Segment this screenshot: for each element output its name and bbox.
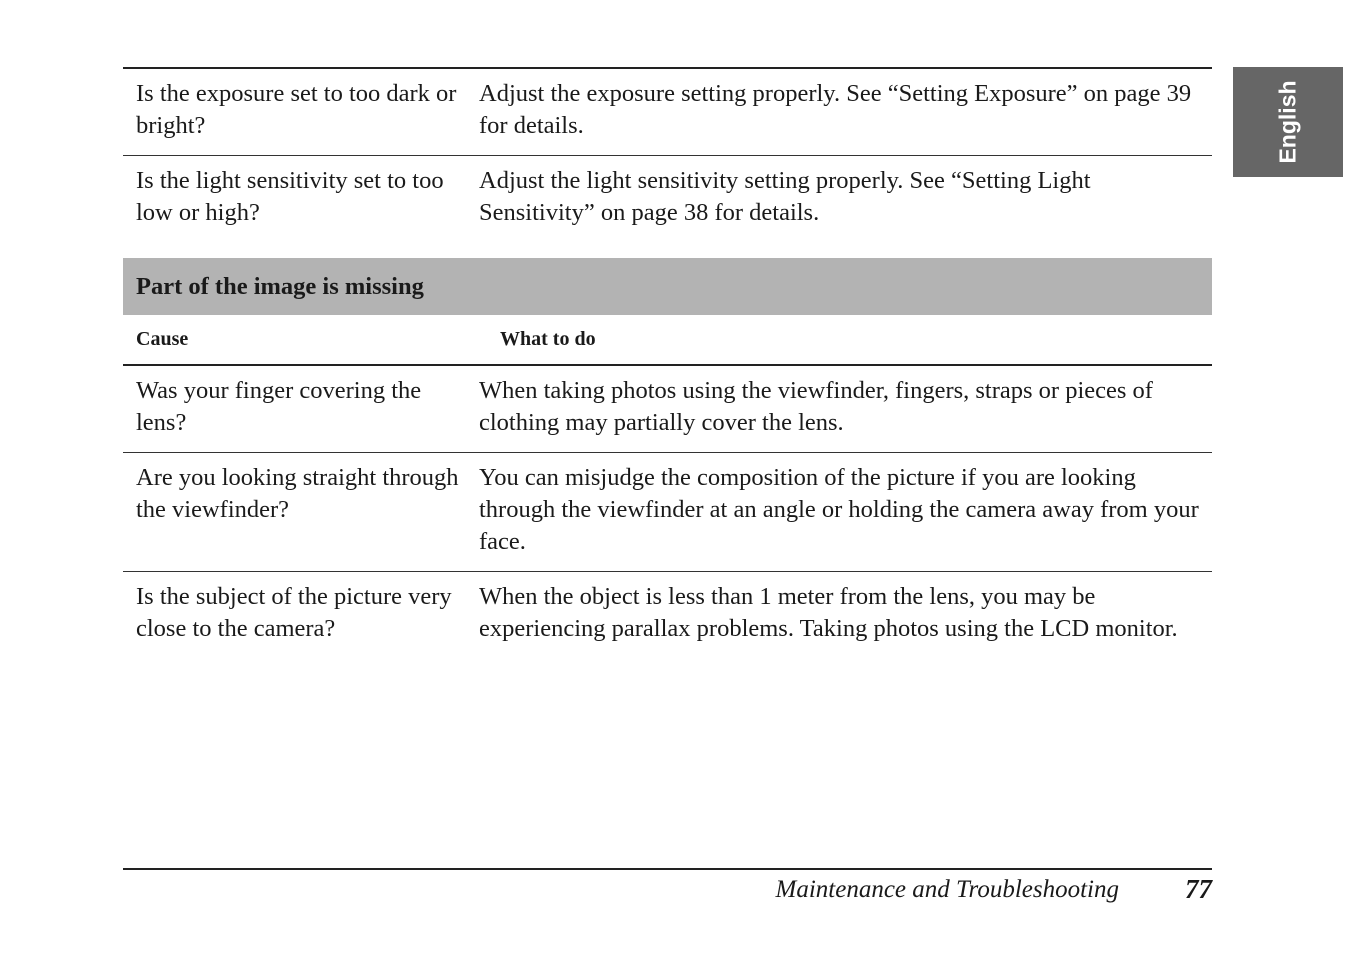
cause-cell: Was your finger covering the lens? — [136, 377, 422, 436]
what-to-do-cell: When the object is less than 1 meter from the lens, you may be experiencing parallax problems. Taking photos using the LCD monitor. — [479, 583, 1178, 642]
language-tab-label: English — [1274, 80, 1301, 164]
cause-cell: Is the subject of the picture very close to the camera? — [136, 583, 452, 642]
table-row — [123, 156, 1212, 242]
column-header-cause: Cause — [136, 328, 189, 350]
cause-cell: Are you looking straight through the viewfinder? — [136, 464, 459, 523]
language-tab — [1233, 67, 1343, 177]
what-to-do-cell: Adjust the exposure setting properly. See “Setting Exposure” on page 39 for details. — [479, 80, 1192, 139]
what-to-do-cell: You can misjudge the composition of the picture if you are looking through the viewfinder at an angle or holding the camera away from your face. — [479, 464, 1199, 555]
table-row — [123, 453, 1212, 572]
cause-cell: Is the exposure set to too dark or bright? — [136, 80, 457, 139]
page-number: 77 — [1185, 874, 1212, 904]
column-header-what-to-do: What to do — [500, 328, 596, 350]
column-headers — [123, 315, 1212, 366]
footer-chapter-title: Maintenance and Troubleshooting — [775, 876, 1119, 903]
table-row — [123, 69, 1212, 156]
cause-cell: Is the light sensitivity set to too low or high? — [136, 167, 444, 226]
footer-rule — [123, 868, 1212, 870]
section-title: Part of the image is missing — [123, 258, 1212, 315]
table-row — [123, 366, 1212, 453]
what-to-do-cell: Adjust the light sensitivity setting properly. See “Setting Light Sensitivity” on page 38 for details. — [479, 167, 1091, 226]
table-row — [123, 572, 1212, 658]
troubleshooting-content — [123, 67, 1212, 658]
what-to-do-cell: When taking photos using the viewfinder, fingers, straps or pieces of clothing may partially cover the lens. — [479, 377, 1153, 436]
